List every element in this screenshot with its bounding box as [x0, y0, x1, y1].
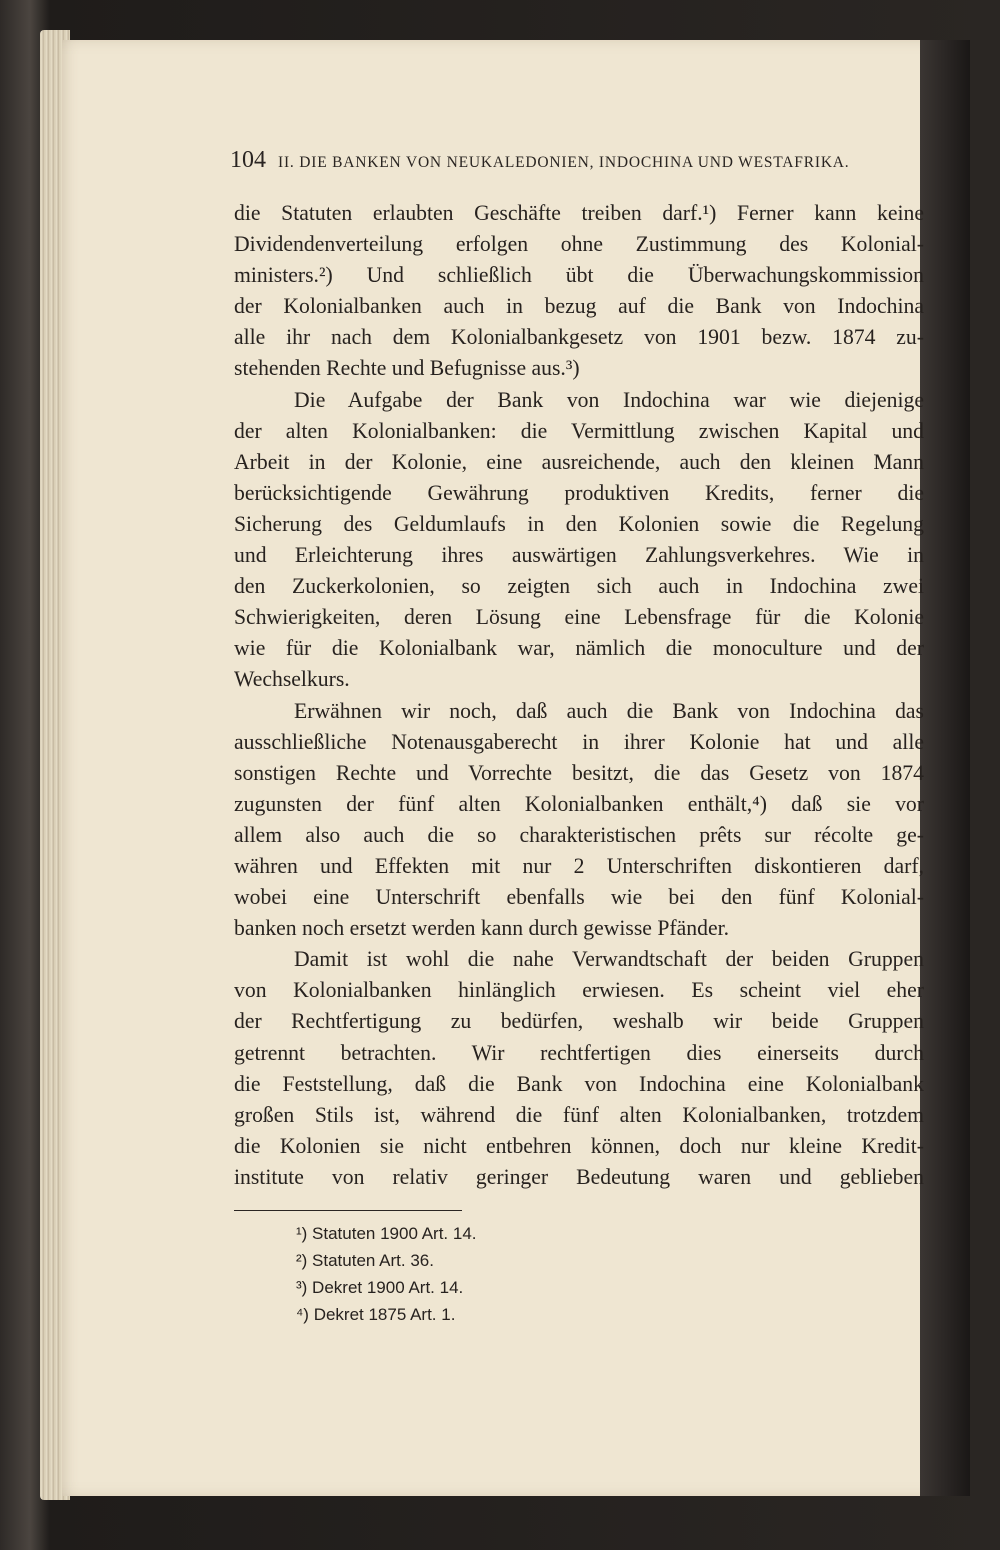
text-line: großen Stils ist, während die fünf alten Kolonialbanken, trotzdem	[234, 1102, 924, 1127]
text-line: banken noch ersetzt werden kann durch gewisse Pfänder.	[234, 916, 730, 941]
text-line: Erwähnen wir noch, daß auch die Bank von Indochina das	[294, 698, 924, 723]
footnote-4: ⁴) Dekret 1875 Art. 1.	[296, 1305, 456, 1324]
text-line: Wechselkurs.	[234, 667, 350, 692]
text-line: institute von relativ geringer Bedeutung waren und geblieben	[234, 1164, 924, 1189]
text-line: zugunsten der fünf alten Kolonialbanken enthält,⁴) daß sie vor	[234, 791, 924, 816]
footnote-2: ²) Statuten Art. 36.	[296, 1251, 434, 1270]
text-line: Dividendenverteilung erfolgen ohne Zustimmung des Kolonial-	[234, 232, 924, 257]
text-line: der Kolonialbanken auch in bezug auf die Bank von Indochina	[234, 294, 924, 319]
paragraph-4	[234, 944, 924, 1193]
text-line: allem also auch die so charakteristischen prêts sur récolte ge-	[234, 822, 924, 847]
text-line: die Statuten erlaubten Geschäfte treiben darf.¹) Ferner kann keine	[234, 201, 924, 225]
text-line: die Kolonien sie nicht entbehren können, doch nur kleine Kredit-	[234, 1133, 924, 1158]
page-number: 104	[230, 147, 266, 173]
text-line: währen und Effekten mit nur 2 Unterschriften diskontieren darf,	[234, 853, 924, 878]
text-line: den Zuckerkolonien, so zeigten sich auch in Indochina zwei	[234, 574, 924, 599]
book-spine-shadow	[920, 40, 970, 1496]
text-line: und Erleichterung ihres auswärtigen Zahlungsverkehres. Wie in	[234, 543, 924, 568]
text-line: von Kolonialbanken hinlänglich erwiesen. Es scheint viel eher	[234, 978, 924, 1003]
text-line: alle ihr nach dem Kolonialbankgesetz von 1901 bezw. 1874 zu-	[234, 325, 924, 350]
running-head: II. DIE BANKEN VON NEUKALEDONIEN, INDOCHINA UND WESTAFRIKA.	[278, 154, 850, 171]
text-line: Damit ist wohl die nahe Verwandtschaft der beiden Gruppen	[294, 947, 924, 972]
footnote-divider	[234, 1210, 462, 1211]
text-line: getrennt betrachten. Wir rechtfertigen dies einerseits durch	[234, 1040, 924, 1065]
text-line: berücksichtigende Gewährung produktiven Kredits, ferner die	[234, 480, 924, 505]
text-line: wobei eine Unterschrift ebenfalls wie bei den fünf Kolonial-	[234, 885, 924, 910]
text-line: Die Aufgabe der Bank von Indochina war wie diejenige	[294, 387, 924, 412]
text-line: sonstigen Rechte und Vorrechte besitzt, die das Gesetz von 1874	[234, 760, 924, 785]
text-line: der alten Kolonialbanken: die Vermittlung zwischen Kapital und	[234, 418, 924, 443]
page-header	[230, 147, 930, 174]
paragraph-2	[234, 385, 924, 696]
paragraph-3	[234, 696, 924, 945]
text-line: Schwierigkeiten, deren Lösung eine Lebensfrage für die Kolonie	[234, 605, 924, 630]
footnote-1: ¹) Statuten 1900 Art. 14.	[296, 1224, 477, 1243]
text-line: Sicherung des Geldumlaufs in den Kolonien sowie die Regelung	[234, 511, 924, 536]
text-line: der Rechtfertigung zu bedürfen, weshalb wir beide Gruppen	[234, 1009, 924, 1034]
paragraph-1	[234, 198, 924, 385]
footnote-3: ³) Dekret 1900 Art. 14.	[296, 1278, 464, 1297]
text-line: Arbeit in der Kolonie, eine ausreichende, auch den kleinen Mann	[234, 449, 924, 474]
text-line: stehenden Rechte und Befugnisse aus.³)	[234, 356, 580, 381]
text-line: ausschließliche Notenausgaberecht in ihrer Kolonie hat und alle	[234, 729, 924, 754]
text-line: wie für die Kolonialbank war, nämlich die monoculture und der	[234, 636, 924, 661]
text-line: ministers.²) Und schließlich übt die Überwachungskommission	[234, 263, 924, 288]
text-line: die Feststellung, daß die Bank von Indochina eine Kolonialbank	[234, 1071, 924, 1096]
body-text	[234, 198, 924, 1193]
footnotes	[296, 1220, 696, 1328]
